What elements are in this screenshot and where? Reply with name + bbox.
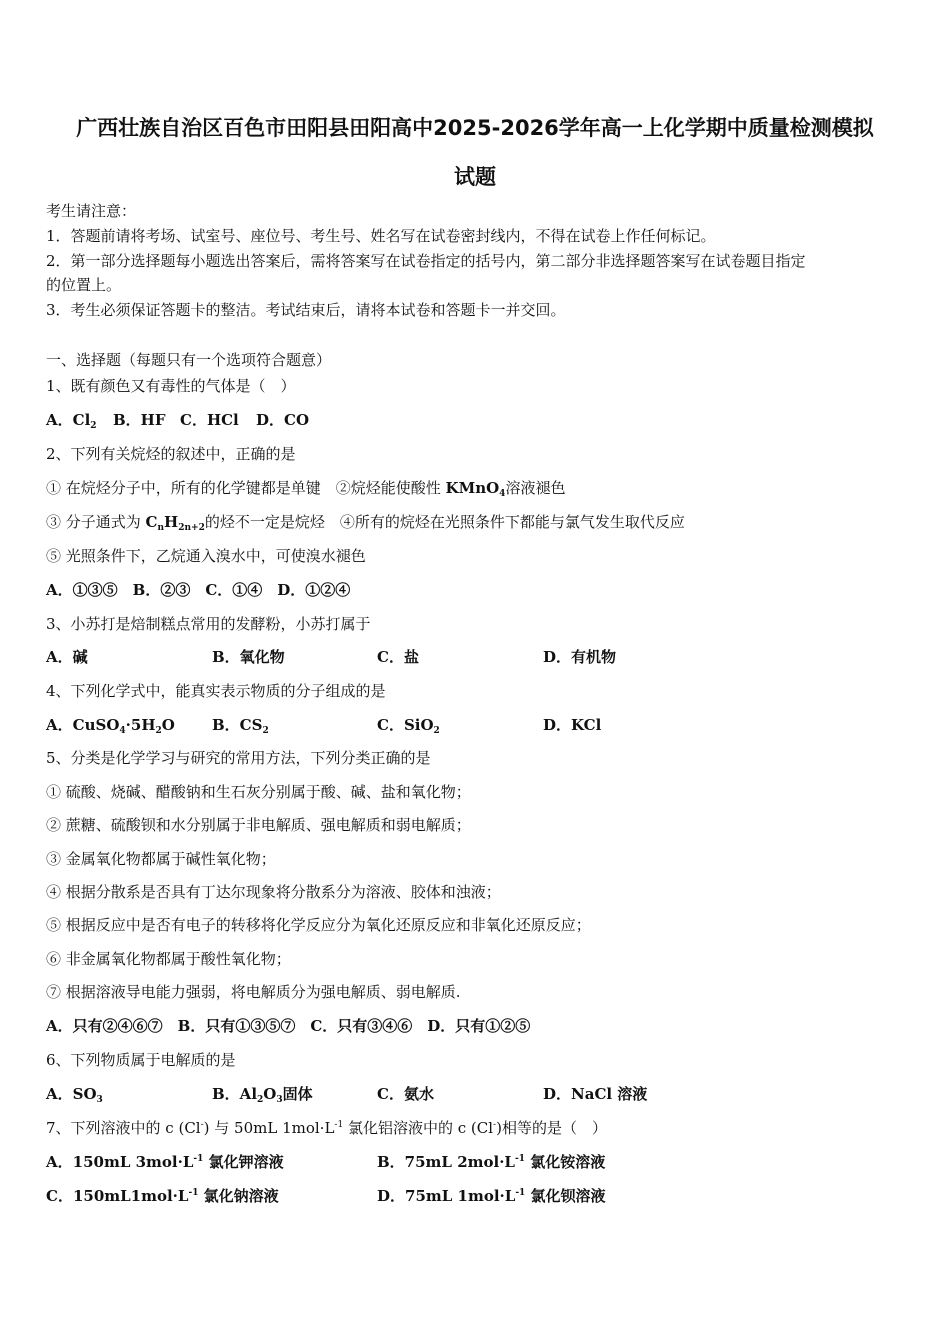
q6-option-d: D．NaCl 溶液 <box>543 1085 648 1103</box>
question-2-stem: 2、下列有关烷烃的叙述中，正确的是 <box>46 445 296 463</box>
q2-statement: ⑤ 光照条件下，乙烷通入溴水中，可使溴水褪色 <box>46 547 366 565</box>
q3-option-b: B．氧化物 <box>212 648 285 666</box>
q5-statement: ⑥ 非金属氧化物都属于酸性氧化物； <box>46 950 291 968</box>
question-1-stem: 1、既有颜色又有毒性的气体是（ ） <box>46 377 296 395</box>
page-title-line2: 试题 <box>454 165 496 189</box>
q1-option-c: C．HCl <box>180 411 239 429</box>
q3-option-c: C．盐 <box>377 648 419 666</box>
q5-statement: ⑤ 根据反应中是否有电子的转移将化学反应分为氧化还原反应和非氧化还原反应； <box>46 916 591 934</box>
q7-option-a: A．150mL $3mol\cdot L^{-1}$ 氯化钾溶液 <box>46 1153 284 1171</box>
q4-option-b: B．$CS_2$ <box>212 716 269 736</box>
q1-option-b: B．HF <box>113 411 166 429</box>
q3-option-d: D．有机物 <box>543 648 617 666</box>
page-title: 广西壮族自治区百色市田阳县田阳高中2025-2026学年高一上化学期中质量检测模拟 <box>76 116 874 140</box>
q2-statement: ① 在烷烃分子中，所有的化学键都是单键 ②烷烃能使酸性 KMnO$_4$溶液褪色 <box>46 479 566 499</box>
section-heading: 一、选择题（每题只有一个选项符合题意） <box>46 351 332 369</box>
q4-option-d: D．KCl <box>543 716 602 734</box>
question-3-stem: 3、小苏打是焙制糕点常用的发酵粉，小苏打属于 <box>46 615 371 633</box>
question-6-stem: 6、下列物质属于电解质的是 <box>46 1051 236 1069</box>
q7-option-c: C．$150mL1mol\cdot L^{-1}$ 氯化钠溶液 <box>46 1187 279 1205</box>
notice-item: 3．考生必须保证答题卡的整洁。考试结束后，请将本试卷和答题卡一并交回。 <box>46 301 566 319</box>
q1-option-a: A．$Cl_2$ <box>46 411 97 431</box>
q2-options: A．①③⑤ B．②③ C．①④ D．①②④ <box>46 581 351 599</box>
notice-item: 1．答题前请将考场、试室号、座位号、考生号、姓名写在试卷密封线内，不得在试卷上作任何标记。 <box>46 227 716 245</box>
q5-statement: ⑦ 根据溶液导电能力强弱，将电解质分为强电解质、弱电解质. <box>46 983 461 1001</box>
q6-option-a: A．$SO_3$ <box>46 1085 103 1105</box>
q6-option-c: C．氨水 <box>377 1085 434 1103</box>
notice-heading: 考生请注意： <box>46 202 137 220</box>
q4-option-c: C．SiO$_2$ <box>377 716 440 736</box>
q3-option-a: A．碱 <box>46 648 88 666</box>
question-4-stem: 4、下列化学式中，能真实表示物质的分子组成的是 <box>46 682 386 700</box>
q6-option-b: B．$Al_2O_3$固体 <box>212 1085 313 1105</box>
notice-item: 的位置上。 <box>46 276 122 294</box>
q5-options: A．只有②④⑥⑦ B．只有①③⑤⑦ C．只有③④⑥ D．只有①②⑤ <box>46 1017 531 1035</box>
q5-statement: ③ 金属氧化物都属于碱性氧化物； <box>46 850 276 868</box>
q2-statement: ③ 分子通式为 $C_nH_{2n+2}$的烃不一定是烷烃 ④所有的烷烃在光照条件下都能与氯气发生取代反应 <box>46 513 685 533</box>
q5-statement: ② 蔗糖、硫酸钡和水分别属于非电解质、强电解质和弱电解质； <box>46 816 471 834</box>
notice-item: 2．第一部分选择题每小题选出答案后，需将答案写在试卷指定的括号内，第二部分非选择题答案写在试卷题目指定 <box>46 252 806 270</box>
question-5-stem: 5、分类是化学学习与研究的常用方法，下列分类正确的是 <box>46 749 431 767</box>
question-7-stem: 7、下列溶液中的 c (Cl-) 与 50mL $1mol\cdot L^{-1}$ 氯化铝溶液中的 c (Cl-)相等的是（ ） <box>46 1119 607 1137</box>
q5-statement: ① 硫酸、烧碱、醋酸钠和生石灰分别属于酸、碱、盐和氧化物； <box>46 783 471 801</box>
q4-option-a: A．$CuSO_4\cdot 5H_2O$ <box>46 716 175 736</box>
q1-option-d: D．CO <box>256 411 310 429</box>
q7-option-d: D．75mL $1mol\cdot L^{-1}$ 氯化钡溶液 <box>377 1187 606 1205</box>
q5-statement: ④ 根据分散系是否具有丁达尔现象将分散系分为溶液、胶体和浊液； <box>46 883 501 901</box>
q7-option-b: B．75mL $2mol\cdot L^{-1}$ 氯化铵溶液 <box>377 1153 606 1171</box>
